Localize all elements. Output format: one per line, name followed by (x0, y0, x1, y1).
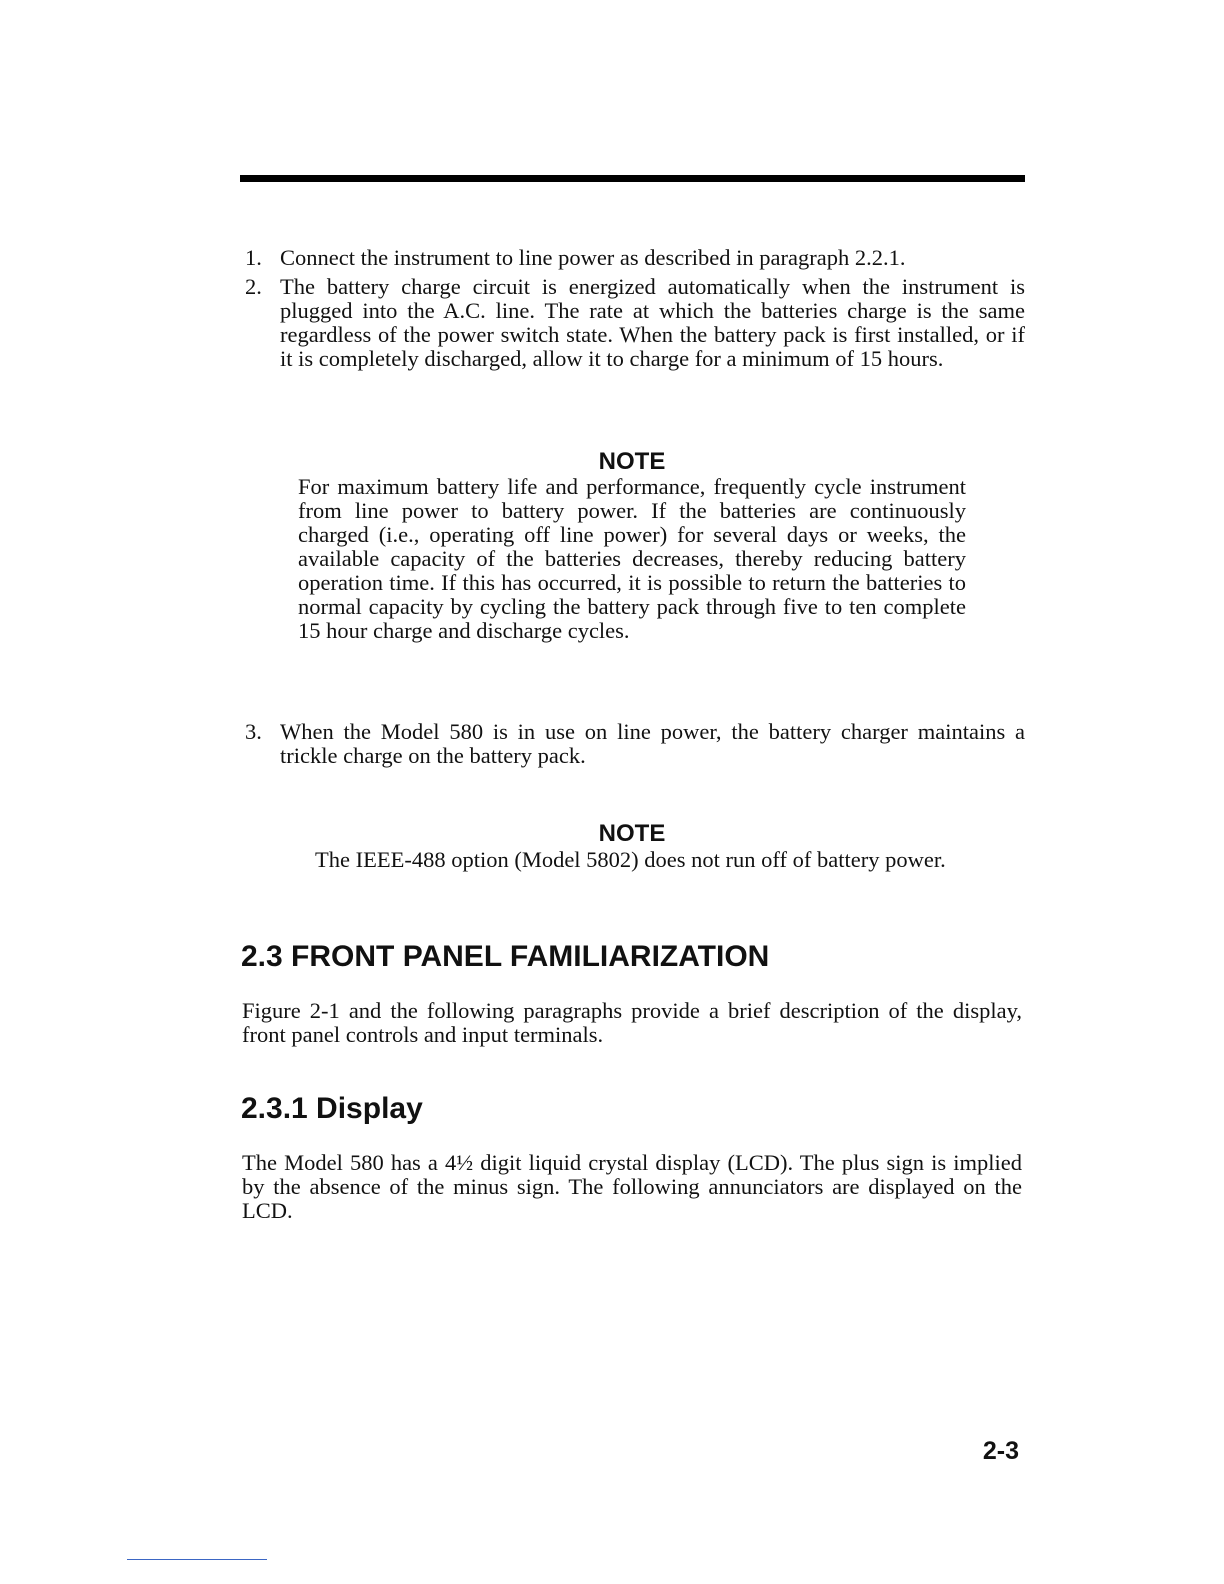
top-rule (240, 175, 1025, 182)
note-heading-1: NOTE (598, 448, 666, 475)
list-number: 1. (245, 245, 262, 270)
note-text-2: The IEEE-488 option (Model 5802) does not run off of battery power. (315, 847, 946, 872)
list-number: 3. (245, 719, 262, 744)
section-heading-2-3-1: 2.3.1 Display (241, 1092, 423, 1125)
page-number: 2-3 (982, 1437, 1019, 1465)
section-text-2-3: Figure 2-1 and the following paragraphs provide a brief description of the display, front panel controls and input terminals. (242, 998, 1022, 1047)
section-heading-2-3: 2.3 FRONT PANEL FAMILIARIZATION (241, 940, 770, 973)
list-text: Connect the instrument to line power as described in paragraph 2.2.1. (280, 245, 906, 270)
note-heading-2: NOTE (598, 820, 666, 847)
section-text-2-3-1: The Model 580 has a 4½ digit liquid crystal display (LCD). The plus sign is implied by the absence of the minus sign. The following annunciators are displayed on the LCD. (242, 1150, 1022, 1223)
list-text: When the Model 580 is in use on line power, the battery charger maintains a trickle charge on the battery pack. (280, 719, 1025, 768)
note-text-1: For maximum battery life and performance, frequently cycle instrument from line power to battery power. If the batteries are continuously charged (i.e., operating off line power) for several days or weeks, the available capacity of the batteries decreases, thereby reducing battery operation time. If this has occurred, it is possible to return the batteries to normal capacity by cycling the battery pack through five to ten complete 15 hour charge and discharge cycles. (298, 474, 966, 643)
footnote-rule (127, 1559, 267, 1560)
list-number: 2. (245, 274, 262, 299)
list-text: The battery charge circuit is energized automatically when the instrument is plugged into the A.C. line. The rate at which the batteries charge is the same regardless of the power switch state. When the battery pack is first installed, or if it is completely discharged, allow it to charge for a minimum of 15 hours. (280, 274, 1025, 371)
